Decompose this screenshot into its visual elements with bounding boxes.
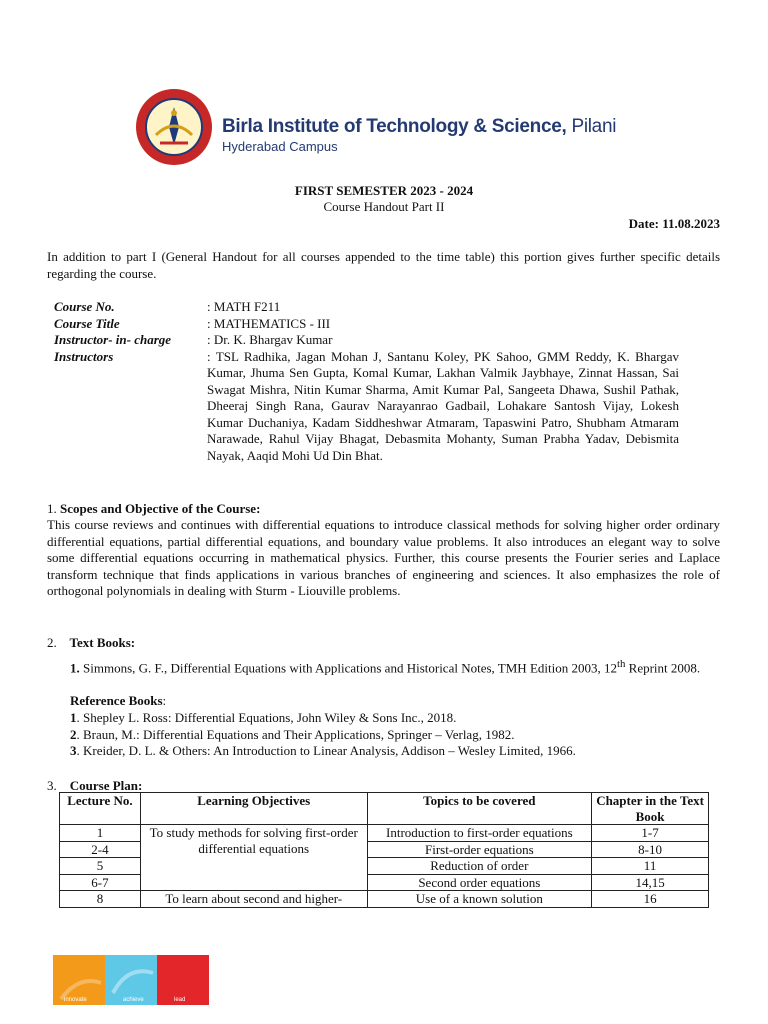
course-info-key: Instructor- in- charge (54, 332, 172, 347)
objective-cell: To learn about second and higher- (140, 891, 367, 908)
course-info-value: : Dr. K. Bhargav Kumar (207, 332, 333, 347)
topic-cell: Reduction of order (367, 858, 592, 875)
institute-logo (134, 87, 644, 167)
lecture-cell: 2-4 (60, 841, 141, 858)
course-info-value: : TSL Radhika, Jagan Mohan J, Santanu Koley, PK Sahoo, GMM Reddy, K. Bhargav Kumar, Jhuma Sen Gupta, Komal Kumar, Lakhan Valmik Jaybhaye, Zinnat Hassan, Sai Swagat Mishra, Nitin Kumar Sharma, Amit Kumar Pal, Sangeeta Dhawa, Sushil Pathak, Dheeraj Singh Rana, Gaurav Narayanrao Gadbail, Lohakare Santosh Vijay, Lokesh Kumar Duchaniya, Kadam Siddheshwar Atmaram, Tapaswini Patro, Shubham Atmaram Narawade, Rahul Vijay Bhagat, Debasmita Mohanty, Suman Prabha Yadav, Debismita Nayak, Aaqid Mohi Ud Din Bhat. (207, 348, 679, 463)
footer-word: innovate (64, 997, 87, 1003)
topic-cell: Use of a known solution (367, 891, 592, 908)
campus-name: Hyderabad Campus (222, 139, 338, 154)
lecture-cell: 8 (60, 891, 141, 908)
course-info-key: Course Title (54, 315, 120, 331)
column-header: Lecture No. (60, 793, 141, 825)
column-header: Topics to be covered (367, 793, 592, 825)
textbook-entry: 1. Simmons, G. F., Differential Equations with Applications and Historical Notes, TMH Edition 2003, 12th Reprint 2008. (70, 658, 701, 676)
table-row (60, 891, 709, 908)
course-info-row (54, 349, 679, 465)
course-info-row (54, 332, 679, 349)
reference-list (70, 710, 720, 760)
lecture-cell: 1 (60, 825, 141, 842)
course-info-value: : MATH F211 (207, 299, 281, 314)
chapter-cell: 14,15 (592, 874, 709, 891)
semester-title: FIRST SEMESTER 2023 - 2024 (294, 183, 474, 198)
handout-subtitle: Course Handout Part II (323, 199, 445, 214)
intro-paragraph: In addition to part I (General Handout for all courses appended to the time table) this portion gives further specific details regarding the course. (47, 249, 720, 281)
topic-cell: First-order equations (367, 841, 592, 858)
handout-date: Date: 11.08.2023 (628, 216, 720, 231)
bits-crest-icon (134, 87, 214, 167)
chapter-cell: 11 (592, 858, 709, 875)
reference-item: 3. Kreider, D. L. & Others: An Introduction to Linear Analysis, Addison – Wesley Limited, 1966. (70, 743, 576, 758)
section-2-heading: 2. Text Books: (47, 635, 136, 650)
column-header: Chapter in the Text Book (592, 793, 709, 825)
section-3-heading: 3. Course Plan: (47, 778, 143, 793)
footer-word: achieve (123, 997, 144, 1003)
footer-word: lead (174, 997, 186, 1003)
objective-cell: To study methods for solving first-order differential equations (140, 825, 367, 891)
section-1-text: This course reviews and continues with differential equations to introduce classical methods for solving higher order ordinary differential equations, partial differential equations, and boundary value problems. It also introduces an elegant way to solve some differential equations occurring in mathematical physics. Further, this course presents the Fourier series and Laplace transform technique that finds applications in various branches of engineering and sciences. It also emphasizes the role of orthogonal polynomials in dealing with Sturm - Liouville problems. (47, 517, 720, 599)
reference-item: 2. Braun, M.: Differential Equations and Their Applications, Springer – Verlag, 1982. (70, 726, 515, 742)
institute-name: Birla Institute of Technology & Science, Pilani (222, 116, 617, 137)
table-row (60, 825, 709, 842)
lecture-cell: 6-7 (60, 874, 141, 891)
course-plan-table (59, 792, 709, 908)
course-info-row (54, 316, 679, 333)
chapter-cell: 8-10 (592, 841, 709, 858)
topic-cell: Second order equations (367, 874, 592, 891)
table-header-row (60, 793, 709, 825)
course-info-row (54, 299, 679, 316)
chapter-cell: 16 (592, 891, 709, 908)
course-info (54, 299, 679, 464)
course-info-value: : MATHEMATICS - III (207, 315, 331, 331)
course-info-key: Instructors (54, 348, 114, 364)
reference-books-heading: Reference Books: (70, 693, 167, 708)
lecture-cell: 5 (60, 858, 141, 875)
reference-item: 1. Shepley L. Ross: Differential Equations, John Wiley & Sons Inc., 2018. (70, 710, 457, 725)
section-1-heading: 1. Scopes and Objective of the Course: (47, 501, 261, 516)
footer-banner (53, 955, 209, 1005)
column-header: Learning Objectives (140, 793, 367, 825)
chapter-cell: 1-7 (592, 825, 709, 842)
course-info-key: Course No. (54, 299, 115, 314)
topic-cell: Introduction to first-order equations (367, 825, 592, 842)
